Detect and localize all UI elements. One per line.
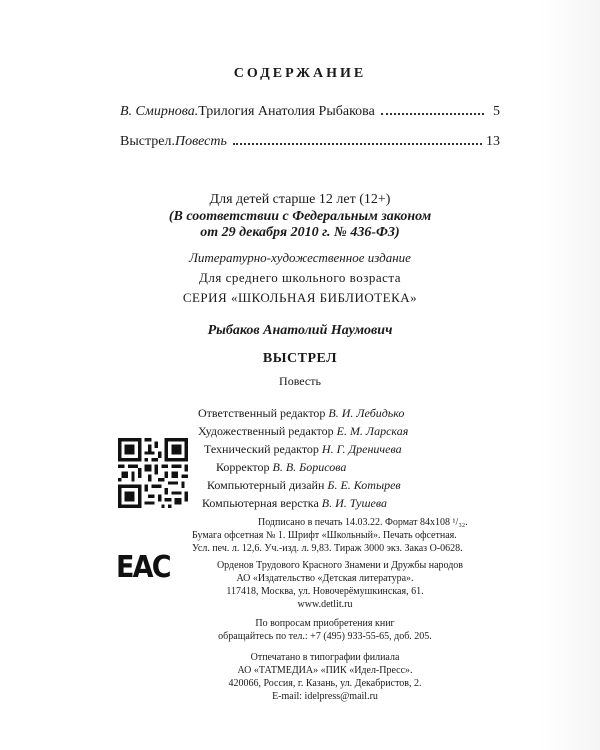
credit-line: [216, 460, 536, 475]
credit-line: [198, 406, 518, 421]
page-edge-shade: [540, 0, 600, 750]
age-law-line: от 29 декабря 2010 г. № 436-ФЗ): [200, 225, 400, 240]
credit-name: Е. М. Ларская: [336, 424, 409, 438]
publisher-line: АО «Издательство «Детская литература».: [236, 573, 414, 584]
credit-role: Компьютерный дизайн: [207, 478, 328, 492]
age-rating: Для детей старше 12 лет (12+): [209, 192, 391, 207]
book-author: Рыбаков Анатолий Наумович: [207, 323, 393, 338]
toc-item: [120, 104, 500, 120]
toc-item-author: В. Смирнова.: [120, 104, 199, 119]
printer-email: E-mail: idelpress@mail.ru: [272, 691, 378, 702]
credit-line: [207, 478, 527, 493]
credit-name: В. В. Борисова: [272, 460, 347, 474]
book-genre: Повесть: [279, 374, 321, 388]
printer-line: АО «ТАТМЕДИА» «ПИК «Идел-Пресс».: [237, 665, 413, 676]
toc-leader-dots: [381, 113, 484, 115]
credit-line: [202, 496, 522, 511]
toc-leader-dots: [233, 143, 482, 145]
print-info: Усл. печ. л. 12,6. Уч.-изд. л. 9,83. Тираж 3000 экз. Заказ О-0628.: [192, 543, 463, 554]
qr-code-icon: [118, 438, 188, 508]
toc-item: [120, 134, 500, 150]
publisher-line: 117418, Москва, ул. Новочерёмушкинская, 61.: [226, 586, 424, 597]
edition-kind: Литературно-художественное издание: [189, 250, 411, 265]
credit-name: В. И. Тушева: [321, 496, 388, 510]
age-law-line: (В соответствии с Федеральным законом: [168, 209, 432, 224]
book-title: ВЫСТРЕЛ: [262, 351, 338, 366]
credit-name: Н. Г. Дреничева: [321, 442, 402, 456]
edition-series: СЕРИЯ «ШКОЛЬНАЯ БИБЛИОТЕКА»: [182, 290, 418, 305]
credit-role: Корректор: [216, 460, 273, 474]
purchase-phone: обращайтесь по тел.: +7 (495) 933-55-65, доб. 205.: [218, 631, 432, 642]
credit-line: [204, 442, 524, 457]
toc-item-page: 5: [493, 104, 500, 119]
printer-address: 420066, Россия, г. Казань, ул. Декабристов, 2.: [228, 678, 422, 689]
credit-role: Технический редактор: [204, 442, 322, 456]
credit-name: В. И. Лебидько: [328, 406, 405, 420]
credit-role: Художественный редактор: [198, 424, 337, 438]
printer-line: Отпечатано в типографии филиала: [250, 652, 400, 663]
edition-audience: Для среднего школьного возраста: [198, 270, 401, 285]
eac-mark: [116, 548, 170, 588]
toc-item-author: Выстрел.: [120, 134, 175, 149]
toc-item-title: Трилогия Анатолия Рыбакова: [198, 104, 375, 119]
toc-item-page: 13: [486, 134, 500, 149]
credit-name: Б. Е. Котырев: [327, 478, 401, 492]
credit-role: Ответственный редактор: [198, 406, 329, 420]
eac-mark-lettering: ЕАС: [116, 550, 170, 585]
publisher-line: Орденов Трудового Красного Знамени и Дружбы народов: [216, 560, 464, 571]
publisher-website: www.detlit.ru: [297, 599, 353, 610]
credit-role: Компьютерная верстка: [202, 496, 322, 510]
credit-line: [198, 424, 518, 439]
purchase-line: По вопросам приобретения книг: [255, 618, 395, 629]
toc-item-title: Повесть: [174, 134, 227, 149]
print-info: Бумага офсетная № 1. Шрифт «Школьный». Печать офсетная.: [192, 530, 457, 541]
toc-title: СОДЕРЖАНИЕ: [233, 66, 367, 81]
print-info: Подписано в печать 14.03.22. Формат 84x108 ¹/₃₂.: [258, 517, 468, 528]
